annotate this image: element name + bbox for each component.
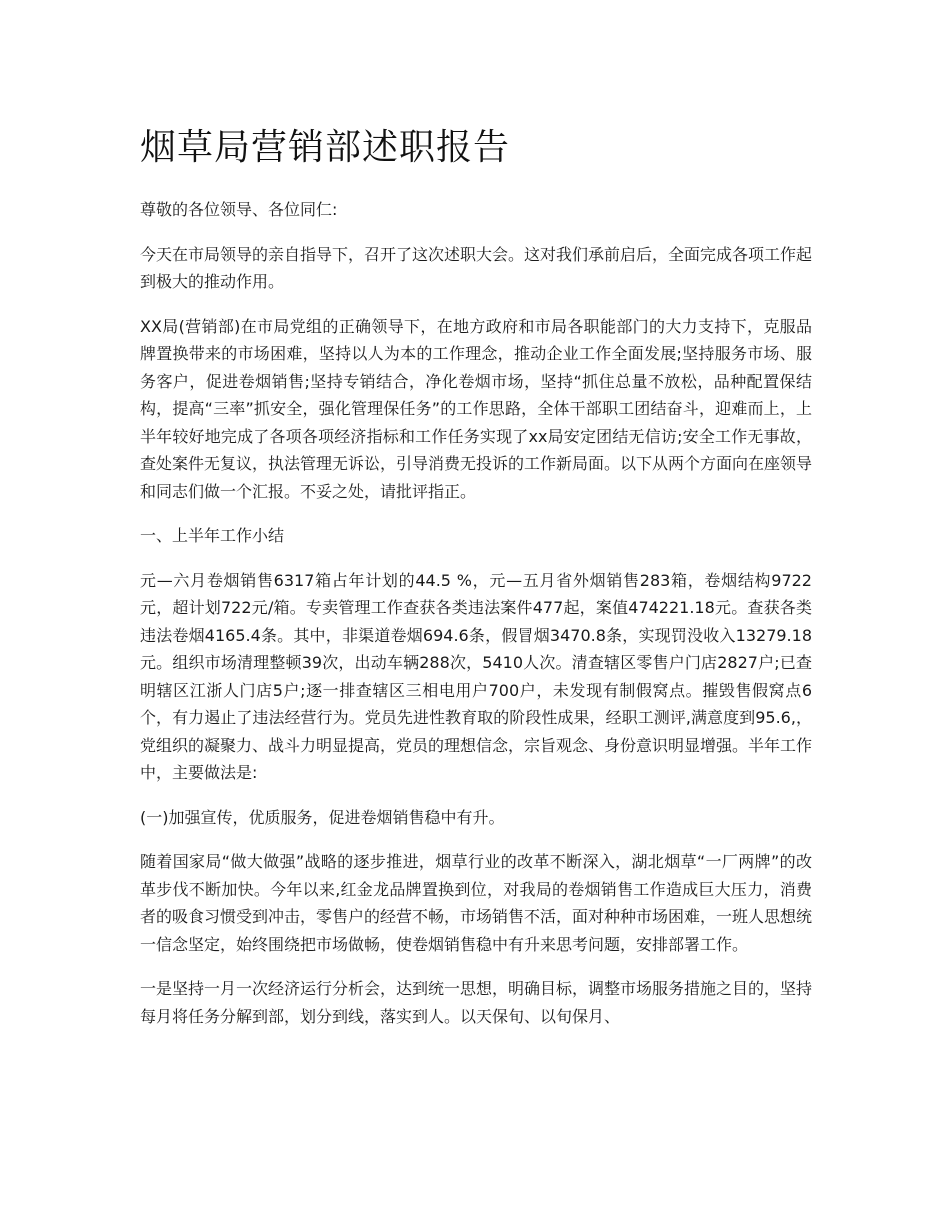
overview-paragraph: XX局(营销部)在市局党组的正确领导下，在地方政府和市局各职能部门的大力支持下，克服品牌置换带来的市场困难，坚持以人为本的工作理念，推动企业工作全面发展;坚持服务市场、服务客户，促进卷烟销售;坚持专销结合，净化卷烟市场，坚持“抓住总量不放松，品种配置保结构，提高“三率”抓安全，强化管理保任务”的工作思路，全体干部职工团结奋斗，迎难而上，上半年较好地完成了各项各项经济指标和工作任务实现了xx局安定团结无信访;安全工作无事故，查处案件无复议，执法管理无诉讼，引导消费无投诉的工作新局面。以下从两个方面向在座领导和同志们做一个汇报。不妥之处，请批评指正。 — [140, 316, 813, 501]
section-heading: 一、上半年工作小结 — [140, 526, 285, 545]
opening-paragraph: 今天在市局领导的亲自指导下，召开了这次述职大会。这对我们承前启后，全面完成各项工作起到极大的推动作用。 — [140, 244, 813, 291]
body-paragraph: 随着国家局“做大做强”战略的逐步推进，烟草行业的改革不断深入，湖北烟草“一厂两牌”的改革步伐不断加快。今年以来,红金龙品牌置换到位，对我局的卷烟销售工作造成巨大压力，消费者的吸食习惯受到冲击，零售户的经营不畅，市场销售不活，面对种种市场困难，一班人思想统一信念坚定，始终围绕把市场做畅，使卷烟销售稳中有升来思考问题，安排部署工作。 — [140, 852, 813, 954]
salutation-paragraph: 尊敬的各位领导、各位同仁: — [140, 200, 338, 219]
body-paragraph: 一是坚持一月一次经济运行分析会，达到统一思想，明确目标，调整市场服务措施之目的，坚持每月将任务分解到部，划分到线，落实到人。以天保旬、以旬保月、 — [140, 979, 813, 1026]
document-page — [140, 122, 812, 1047]
summary-paragraph: 元—六月卷烟销售6317箱占年计划的44.5 %，元—五月省外烟销售283箱，卷烟结构9722元，超计划722元/箱。专卖管理工作查获各类违法案件477起，案值474221.18元。查获各类违法卷烟4165.4条。其中，非渠道卷烟694.6条，假冒烟3470.8条，实现罚没收入13279.18元。组织市场清理整顿39次，出动车辆288次，5410人次。清查辖区零售户门店2827户;已查明辖区江浙人门店5户;逐一排查辖区三相电用户700户，未发现有制假窝点。摧毁售假窝点6个，有力遏止了违法经营行为。党员先进性教育取的阶段性成果，经职工测评,满意度到95.6,，党组织的凝聚力、战斗力明显提高，党员的理想信念，宗旨观念、身份意识明显增强。半年工作中，主要做法是: — [140, 570, 813, 782]
document-title: 烟草局营销部述职报告 — [140, 127, 511, 168]
subsection-heading: (一)加强宣传，优质服务，促进卷烟销售稳中有升。 — [140, 807, 505, 827]
